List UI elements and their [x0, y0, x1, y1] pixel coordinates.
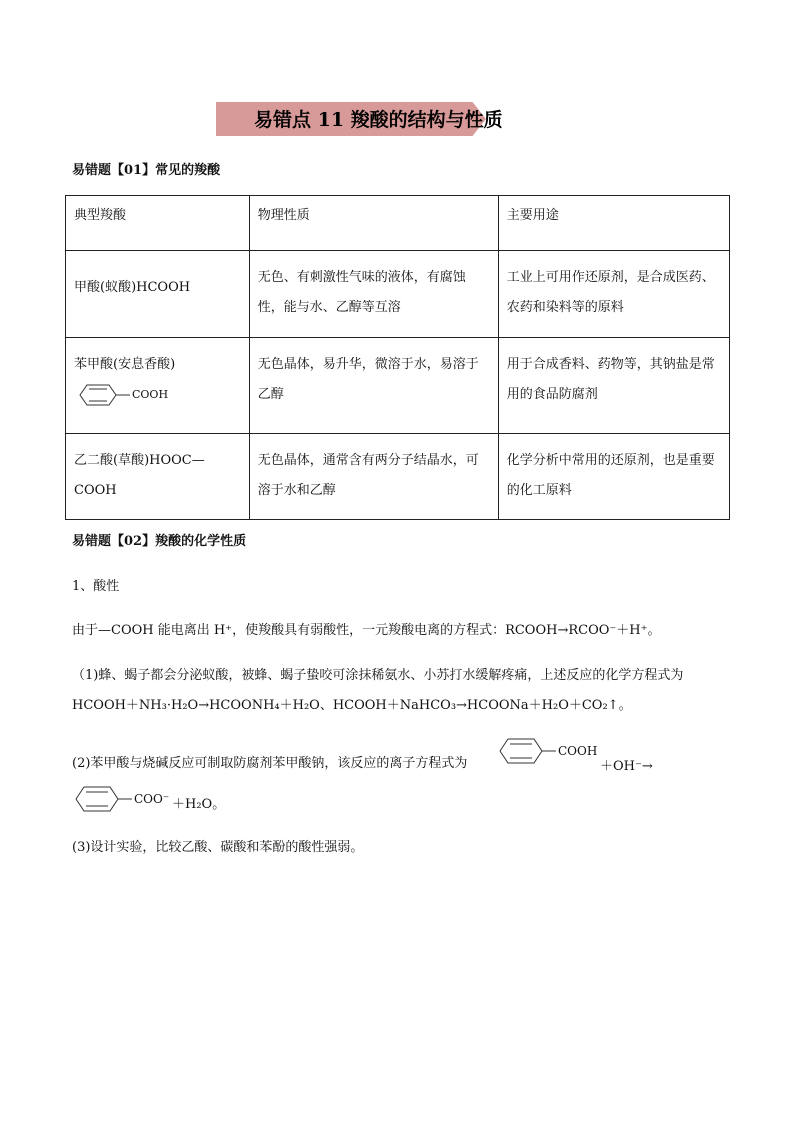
- paragraph-experiment: (3)设计实验，比较乙酸、碳酸和苯酚的酸性强弱。: [72, 840, 364, 855]
- paragraph-ionization: 由于—COOH 能电离出 H⁺，使羧酸具有弱酸性，一元羧酸电离的方程式：RCOOH→RCOO⁻＋H⁺。: [72, 623, 661, 638]
- table-header-row: [66, 196, 730, 251]
- benzoate-inline-structure: [72, 784, 169, 814]
- equation-end: ＋H₂O。: [172, 797, 226, 812]
- section-heading-common-acids: 易错题【01】常见的羧酸: [72, 163, 221, 178]
- structure-label: COOH: [132, 388, 169, 401]
- uses-cell: 工业上可用作还原剂，是合成医药、农药和染料等的原料: [498, 251, 729, 338]
- header-cell: 典型羧酸: [66, 196, 250, 251]
- benzene-ring-icon: [74, 382, 130, 408]
- header-cell: 物理性质: [249, 196, 498, 251]
- benzene-ring-icon: [72, 784, 132, 814]
- benzoic-acid-structure: [74, 380, 241, 410]
- acid-name-cell: [66, 338, 250, 434]
- acid-name-cell: 乙二酸(草酸)HOOC—COOH: [66, 434, 250, 520]
- structure-label: COO⁻: [134, 792, 170, 806]
- header-cell: 主要用途: [498, 196, 729, 251]
- props-cell: 无色晶体，通常含有两分子结晶水，可溶于水和乙醇: [249, 434, 498, 520]
- benzene-ring-icon: [496, 736, 556, 766]
- acid-name-text: 苯甲酸(安息香酸): [74, 357, 176, 372]
- paragraph-benzoic-reaction: (2)苯甲酸与烧碱反应可制取防腐剂苯甲酸钠，该反应的离子方程式为: [72, 756, 468, 771]
- props-cell: 无色晶体，易升华，微溶于水，易溶于乙醇: [249, 338, 498, 434]
- benzoic-acid-inline-structure: [496, 736, 597, 766]
- props-cell: 无色、有刺激性气味的液体，有腐蚀性，能与水、乙醇等互溶: [249, 251, 498, 338]
- equation-tail: ＋OH⁻→: [600, 759, 653, 774]
- equation-line: HCOOH＋NH₃·H₂O→HCOONH₄＋H₂O、HCOOH＋NaHCO₃→HCOONa＋H₂O＋CO₂↑。: [72, 698, 632, 713]
- uses-cell: 化学分析中常用的还原剂，也是重要的化工原料: [498, 434, 729, 520]
- table-row: [66, 434, 730, 520]
- page-title: 易错点 11 羧酸的结构与性质: [254, 109, 503, 131]
- paragraph-ant-sting: （1)蜂、蝎子都会分泌蚁酸，被蜂、蝎子蛰咬可涂抹稀氨水、小苏打水缓解疼痛，上述反应的化学方程式为: [72, 668, 684, 683]
- uses-cell: 用于合成香料、药物等，其钠盐是常用的食品防腐剂: [498, 338, 729, 434]
- structure-label: COOH: [558, 744, 598, 758]
- section-heading-chemical-properties: 易错题【02】羧酸的化学性质: [72, 534, 247, 549]
- acid-name-cell: 甲酸(蚁酸)HCOOH: [66, 251, 250, 338]
- table-row: [66, 251, 730, 338]
- table-row: [66, 338, 730, 434]
- subheading-acidity: 1、酸性: [72, 579, 120, 594]
- acids-table: [65, 195, 730, 520]
